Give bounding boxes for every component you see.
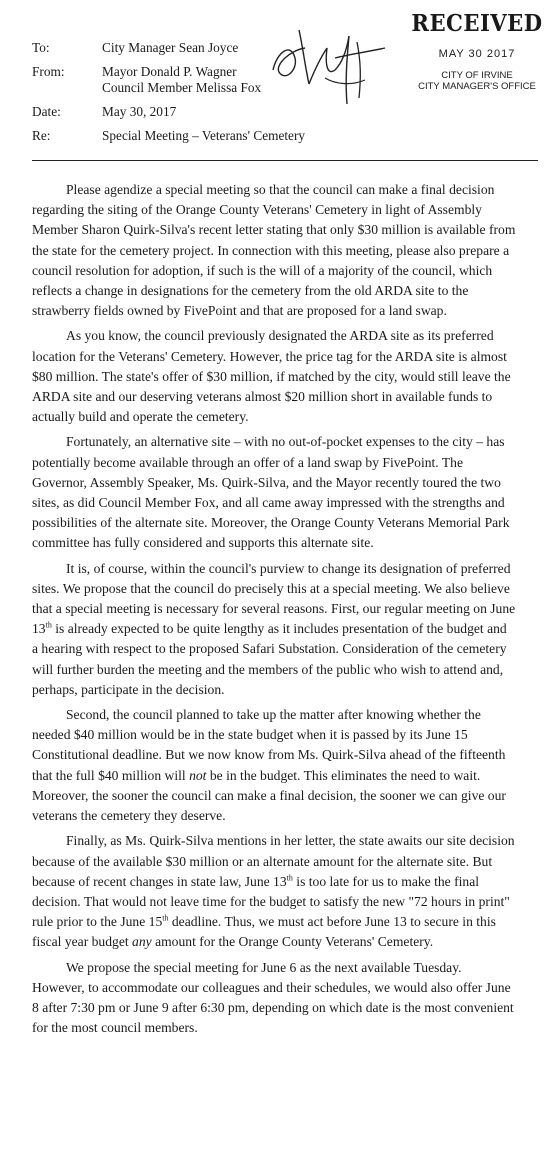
stamp-city: CITY OF IRVINE [441, 70, 513, 81]
re-row [32, 128, 305, 144]
paragraph-6: Finally, as Ms. Quirk-Silva mentions in her letter, the state awaits our site decision because of the available $30 million or an alternate amount for the alternate site. But because of recent changes in state law, June 13th is too late for us to make the final decision. That would not leave time for the budget to satisfy the new "72 hours in print" rule prior to the June 15th deadline. Thus, we must act before June 13 to secure in this fiscal year budget any amount for the Orange County Veterans' Cemetery. [32, 833, 515, 950]
re-label: Re: [32, 128, 51, 143]
paragraph-4: It is, of course, within the council's purview to change its designation of preferred sites. We propose that the council do precisely this at a special meeting. We also believe that a special meeting is necessary for several reasons. First, our regular meeting on June 13th is already expected to be quite lengthy as it includes presentation of the budget and a hearing with respect to the proposed Safari Substation. Consideration of the cemetery will further burden the meeting and the members of the public who wish to attend and, perhaps, participate in the decision. [32, 560, 516, 697]
paragraph-5: Second, the council planned to take up the matter after knowing whether the needed $40 million would be in the state budget when it is passed by its June 15 Constitutional deadline. But we now know from Ms. Quirk-Silva ahead of the fifteenth that the full $40 million will not be in the budget. This eliminates the need to wait. Moreover, the sooner the council can make a final decision, the sooner we can give our veterans the cemetery they deserve. [32, 707, 506, 824]
to-value: City Manager Sean Joyce [102, 40, 239, 55]
paragraph-3: Fortunately, an alternative site – with no out-of-pocket expenses to the city – has potentially become available through an offer of a land swap by FivePoint. The Governor, Assembly Speaker, Ms. Quirk-Silva, and the Mayor recently toured the two sites, as did Council Member Fox, and all came away impressed with the strengths and possibilities of the alternate site. Moreover, the Orange County Veterans Memorial Park committee has fully considered and supports this alternate site. [32, 434, 510, 551]
paragraph-2: As you know, the council previously designated the ARDA site as its preferred location for the Veterans' Cemetery. However, the price tag for the ARDA site is almost $80 million. The state's offer of $30 million, if matched by the city, would still leave the ARDA site and our deserving veterans almost $20 million short in available funds to actually build and operate the cemetery. [32, 328, 511, 425]
stamp-date: MAY 30 2017 [438, 48, 516, 60]
memo-body [32, 180, 516, 1043]
date-label: Date: [32, 104, 61, 119]
paragraph-7: We propose the special meeting for June 6 as the next available Tuesday. However, to accommodate our colleagues and their schedules, we would also offer June 8 after 7:30 pm or June 9 after 6:30 pm, depending on which date is the most convenient for the most council members. [32, 959, 514, 1036]
from-label: From: [32, 64, 65, 79]
paragraph-1: Please agendize a special meeting so that the council can make a final decision regarding the siting of the Orange County Veterans' Cemetery in light of Assembly Member Sharon Quirk-Silva's recent letter stating that only $30 million is available from the state for the cemetery project. In connection with this meeting, please also prepare a council resolution for adoption, if such is the will of a majority of the council, which reflects a change in designations for the cemetery from the old ARDA site to the strawberry fields owned by FivePoint and that are proposed for a land swap. [32, 182, 516, 319]
from-value-2: Council Member Melissa Fox [102, 80, 262, 95]
stamp-office: CITY MANAGER'S OFFICE [418, 81, 536, 92]
re-value: Special Meeting – Veterans' Cemetery [102, 128, 306, 143]
to-label: To: [32, 40, 50, 55]
from-value-1: Mayor Donald P. Wagner [102, 64, 237, 79]
received-stamp [402, 10, 550, 92]
date-value: May 30, 2017 [102, 104, 177, 119]
handwritten-signature [265, 18, 390, 108]
header-divider [32, 160, 538, 161]
stamp-title: RECEIVED [411, 10, 543, 37]
